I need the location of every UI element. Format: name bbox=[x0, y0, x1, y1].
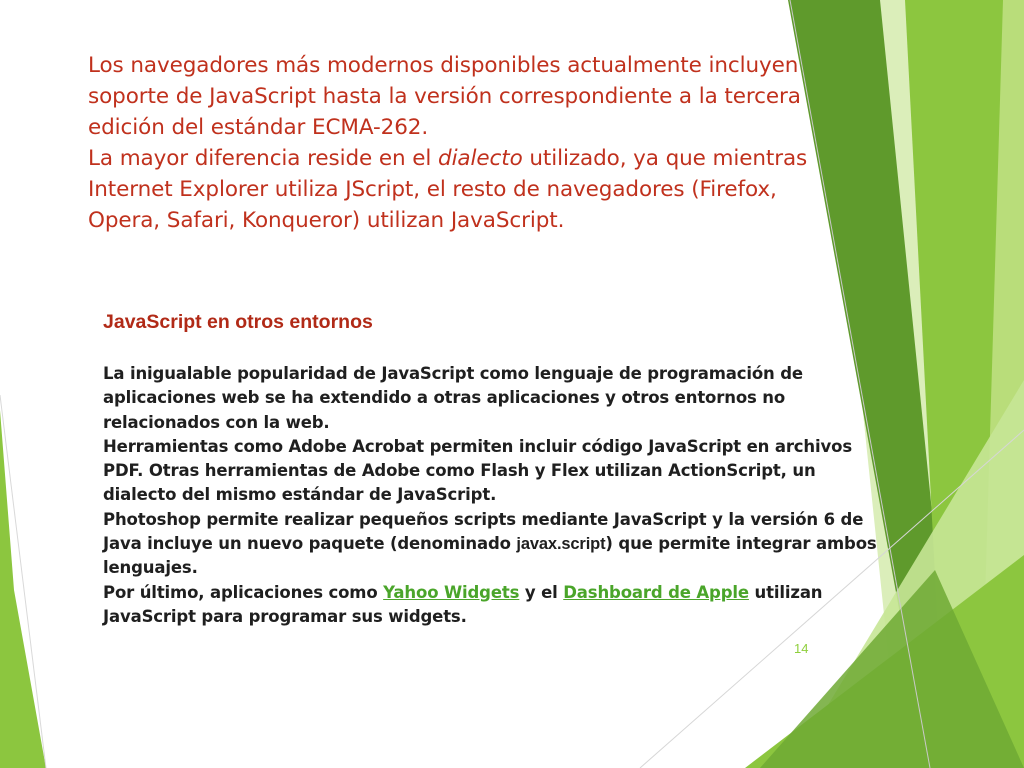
body-line: aplicaciones web se ha extendido a otras aplicaciones y otros entornos no bbox=[103, 388, 786, 408]
section-otros-entornos bbox=[103, 308, 963, 629]
body-text: ) que permite integrar ambos bbox=[605, 534, 877, 554]
intro-line: edición del estándar ECMA-262. bbox=[88, 115, 429, 140]
body-text: utilizan bbox=[748, 582, 823, 602]
yahoo-widgets-link[interactable]: Yahoo Widgets bbox=[383, 582, 520, 602]
intro-line: Internet Explorer utiliza JScript, el resto de navegadores (Firefox, bbox=[88, 177, 777, 202]
body-line: dialecto del mismo estándar de JavaScript. bbox=[103, 485, 497, 505]
intro-paragraph bbox=[88, 50, 888, 236]
intro-emphasis: dialecto bbox=[438, 146, 523, 171]
body-text: Java incluye un nuevo paquete (denominado bbox=[103, 534, 517, 554]
code-javax-script: javax.script bbox=[516, 535, 606, 554]
dashboard-apple-link[interactable]: Dashboard de Apple bbox=[563, 582, 749, 602]
body-text: y el bbox=[519, 582, 564, 602]
body-line: PDF. Otras herramientas de Adobe como Flash y Flex utilizan ActionScript, un bbox=[103, 461, 816, 481]
body-line: lenguajes. bbox=[103, 558, 198, 578]
intro-text: utilizado, ya que mientras bbox=[522, 146, 808, 171]
intro-line: soporte de JavaScript hasta la versión correspondiente a la tercera bbox=[88, 84, 801, 109]
body-line: Photoshop permite realizar pequeños scripts mediante JavaScript y la versión 6 de bbox=[103, 509, 864, 529]
body-line: relacionados con la web. bbox=[103, 412, 330, 432]
body-line bbox=[103, 581, 963, 605]
intro-line: Los navegadores más modernos disponibles actualmente incluyen bbox=[88, 53, 799, 78]
body-line: Herramientas como Adobe Acrobat permiten incluir código JavaScript en archivos bbox=[103, 436, 853, 456]
intro-line bbox=[88, 143, 888, 174]
section-heading: JavaScript en otros entornos bbox=[103, 311, 373, 333]
page-number: 14 bbox=[794, 641, 809, 656]
body-line: La inigualable popularidad de JavaScript como lenguaje de programación de bbox=[103, 364, 803, 383]
body-line bbox=[103, 532, 963, 556]
intro-line: Opera, Safari, Konqueror) utilizan JavaScript. bbox=[88, 208, 565, 233]
body-line: JavaScript para programar sus widgets. bbox=[103, 606, 467, 626]
body-text: Por último, aplicaciones como bbox=[103, 582, 384, 602]
intro-text: La mayor diferencia reside en el bbox=[88, 146, 439, 171]
